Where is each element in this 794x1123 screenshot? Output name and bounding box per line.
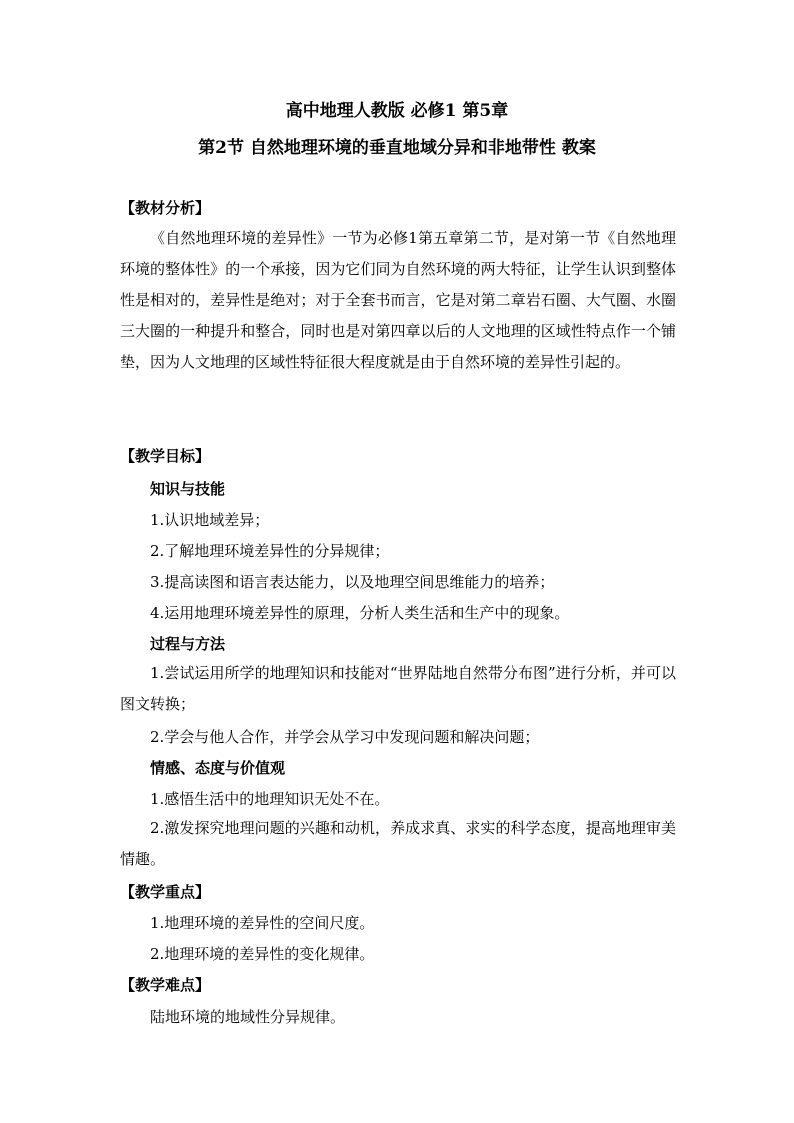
document-subtitle: 第2节 自然地理环境的垂直地域分异和非地带性 教案 <box>198 138 596 158</box>
key-points-heading: 【教学重点】 <box>120 883 211 901</box>
analysis-paragraph: 《自然地理环境的差异性》一节为必修1第五章第二节，是对第一节《自然地理环境的整体性》的一个承接，因为它们同为自然环境的两大特征，让学生认识到整体性是相对的，差异性是绝对；对于全套书而言，它是对第二章岩石圈、大气圈、水圈三大圈的一种提升和整合，同时也是对第四章以后的人文地理的区域性特点作一个铺垫，因为人文地理的区域性特征很大程度就是由于自然环境的差异性引起的。 <box>120 229 676 371</box>
emotion-item: 1.感悟生活中的地理知识无处不在。 <box>150 790 390 808</box>
analysis-heading: 【教材分析】 <box>120 199 211 217</box>
objectives-heading: 【教学目标】 <box>120 447 211 465</box>
document-title: 高中地理人教版 必修1 第5章 <box>285 101 509 121</box>
knowledge-item: 4.运用地理环境差异性的原理，分析人类生活和生产中的现象。 <box>150 604 570 622</box>
process-item: 1.尝试运用所学的地理知识和技能对“世界陆地自然带分布图”进行分析，并可以图文转换； <box>120 664 676 713</box>
knowledge-heading: 知识与技能 <box>150 480 226 498</box>
process-heading: 过程与方法 <box>150 635 226 653</box>
process-item: 2.学会与他人合作，并学会从学习中发现问题和解决问题； <box>150 728 540 746</box>
difficulties-heading: 【教学难点】 <box>120 976 211 994</box>
knowledge-item: 2.了解地理环境差异性的分异规律； <box>150 542 390 560</box>
difficulty-item: 陆地环境的地域性分异规律。 <box>150 1008 346 1026</box>
emotion-item: 2.激发探究地理问题的兴趣和动机，养成求真、求实的科学态度，提高地理审美情趣。 <box>120 819 676 868</box>
key-point-item: 2.地理环境的差异性的变化规律。 <box>150 945 375 963</box>
knowledge-item: 3.提高读图和语言表达能力，以及地理空间思维能力的培养； <box>150 573 555 591</box>
emotion-heading: 情感、态度与价值观 <box>150 759 286 777</box>
knowledge-item: 1.认识地域差异； <box>150 511 270 529</box>
key-point-item: 1.地理环境的差异性的空间尺度。 <box>150 914 375 932</box>
